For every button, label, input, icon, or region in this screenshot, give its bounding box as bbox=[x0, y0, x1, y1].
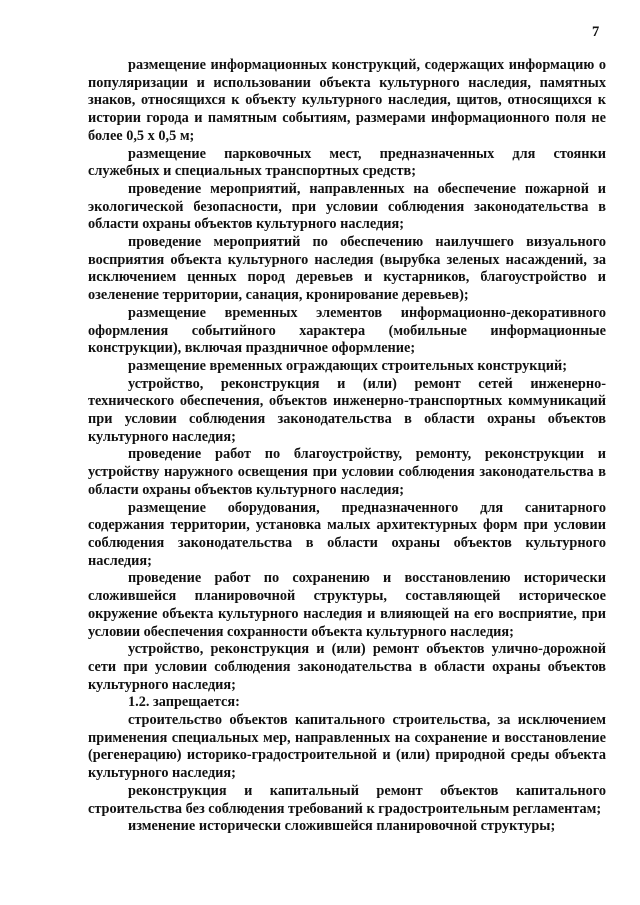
page-number: 7 bbox=[592, 24, 600, 40]
paragraph: размещение временных элементов информационно-декоративного оформления событийного характера (мобильные информационные конструкции), включая праздничное оформление; bbox=[88, 304, 606, 357]
paragraph: изменение исторически сложившейся планировочной структуры; bbox=[128, 818, 556, 835]
paragraph: размещение оборудования, предназначенного для санитарного содержания территории, установка малых архитектурных форм при условии соблюдения законодательства в области охраны объектов культурного наследия; bbox=[88, 499, 606, 569]
paragraph: проведение мероприятий по обеспечению наилучшего визуального восприятия объекта культурного наследия (вырубка зеленых насаждений, за исключением ценных пород деревьев и кустарников, благоустройство и озеленение территории, санация, кронирование деревьев); bbox=[88, 234, 606, 304]
paragraph: размещение парковочных мест, предназначенных для стоянки служебных и специальных транспортных средств; bbox=[88, 145, 606, 180]
paragraph: проведение мероприятий, направленных на обеспечение пожарной и экологической безопасности, при условии соблюдения законодательства в области охраны объектов культурного наследия; bbox=[88, 180, 606, 233]
paragraph: размещение временных ограждающих строительных конструкций; bbox=[128, 357, 567, 374]
paragraph: устройство, реконструкция и (или) ремонт объектов улично-дорожной сети при условии соблюдения законодательства в области охраны объектов культурного наследия; bbox=[88, 641, 606, 693]
document-body bbox=[88, 57, 606, 836]
paragraph: реконструкция и капитальный ремонт объектов капитального строительства без соблюдения требований к градостроительным регламентам; bbox=[88, 782, 606, 817]
paragraph: размещение информационных конструкций, содержащих информацию о популяризации и использовании объекта культурного наследия, памятных знаков, относящихся к объекту культурного наследия, щитов, относящихся к истории города и памятным событиям, размерами информационного поля не более 0,5 х 0,5 м; bbox=[88, 57, 606, 144]
paragraph: проведение работ по благоустройству, ремонту, реконструкции и устройству наружного освещения при условии соблюдения законодательства в области охраны объектов культурного наследия; bbox=[88, 446, 606, 498]
section-heading: 1.2. запрещается: bbox=[128, 694, 240, 711]
paragraph: проведение работ по сохранению и восстановлению исторически сложившейся планировочной структуры, составляющей историческое окружение объекта культурного наследия и влияющей на его восприятие, при условии обеспечения сохранности объекта культурного наследия; bbox=[88, 570, 606, 640]
paragraph: устройство, реконструкция и (или) ремонт сетей инженерно-технического обеспечения, объектов инженерно-транспортных коммуникаций при условии соблюдения законодательства в области охраны объектов культурного наследия; bbox=[88, 375, 606, 445]
paragraph: строительство объектов капитального строительства, за исключением применения специальных мер, направленных на сохранение и восстановление (регенерацию) историко-градостроительной и (или) природной среды объекта культурного наследия; bbox=[88, 712, 606, 782]
